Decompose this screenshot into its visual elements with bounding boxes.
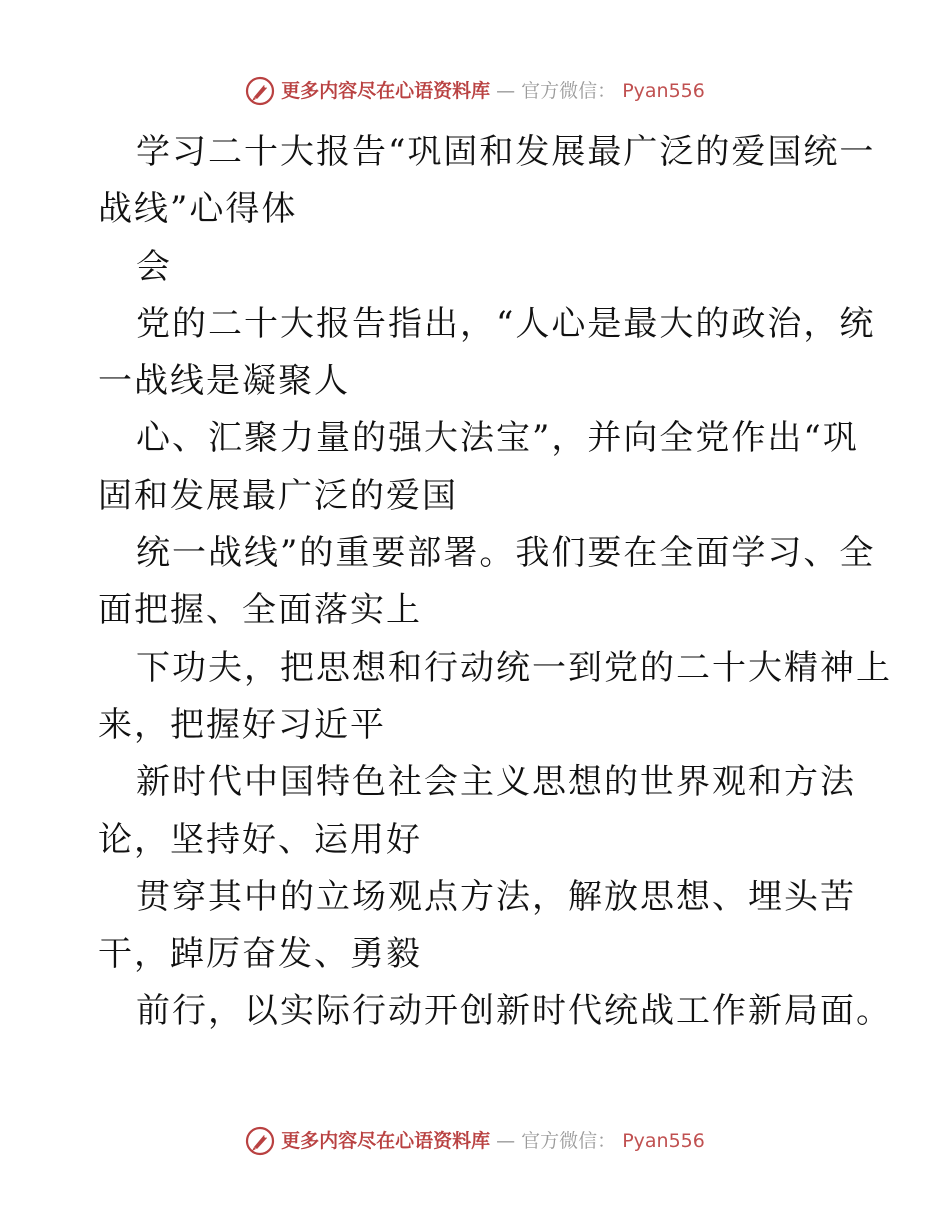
watermark-wechat-label: 官方微信： [521,79,617,102]
footer-watermark [0,1126,950,1156]
paragraph-line: 党的二十大报告指出，“人心是最大的政治，统 [136,303,876,344]
paragraph-line: 论，坚持好、运用好 [98,819,422,860]
paragraph-line: 统一战线”的重要部署。我们要在全面学习、全 [136,533,876,574]
paragraph-line: 贯穿其中的立场观点方法，解放思想、埋头苦 [136,876,856,917]
paragraph-line: 来，把握好习近平 [98,704,386,745]
title-line-1: 学习二十大报告“巩固和发展最广泛的爱国统一 [136,132,876,172]
watermark-main-text: 更多内容尽在心语资料库 [281,79,491,102]
title-line-3: 会 [136,246,172,287]
header-watermark [0,76,950,106]
paragraph-line: 干，踔厉奋发、勇毅 [98,934,422,975]
document-body [98,124,892,1041]
watermark-wechat-label: 官方微信： [521,1129,617,1152]
title-line-2: 战线”心得体 [98,189,298,230]
pen-logo-icon [245,1126,275,1156]
watermark-separator: — [496,79,516,102]
paragraph-line: 前行，以实际行动开创新时代统战工作新局面。 [136,991,892,1032]
paragraph-line: 下功夫，把思想和行动统一到党的二十大精神上 [136,647,892,688]
watermark-separator: — [496,1129,516,1152]
paragraph-line: 固和发展最广泛的爱国 [98,475,458,516]
watermark-main-text: 更多内容尽在心语资料库 [281,1129,491,1152]
paragraph-line: 面把握、全面落实上 [98,590,422,631]
pen-logo-icon [245,76,275,106]
paragraph-line: 心、汇聚力量的强大法宝”，并向全党作出“巩 [136,418,859,459]
paragraph-line: 新时代中国特色社会主义思想的世界观和方法 [136,762,856,803]
paragraph-line: 一战线是凝聚人 [98,361,350,402]
watermark-wechat-id: Pyan556 [622,79,705,102]
watermark-wechat-id: Pyan556 [622,1129,705,1152]
